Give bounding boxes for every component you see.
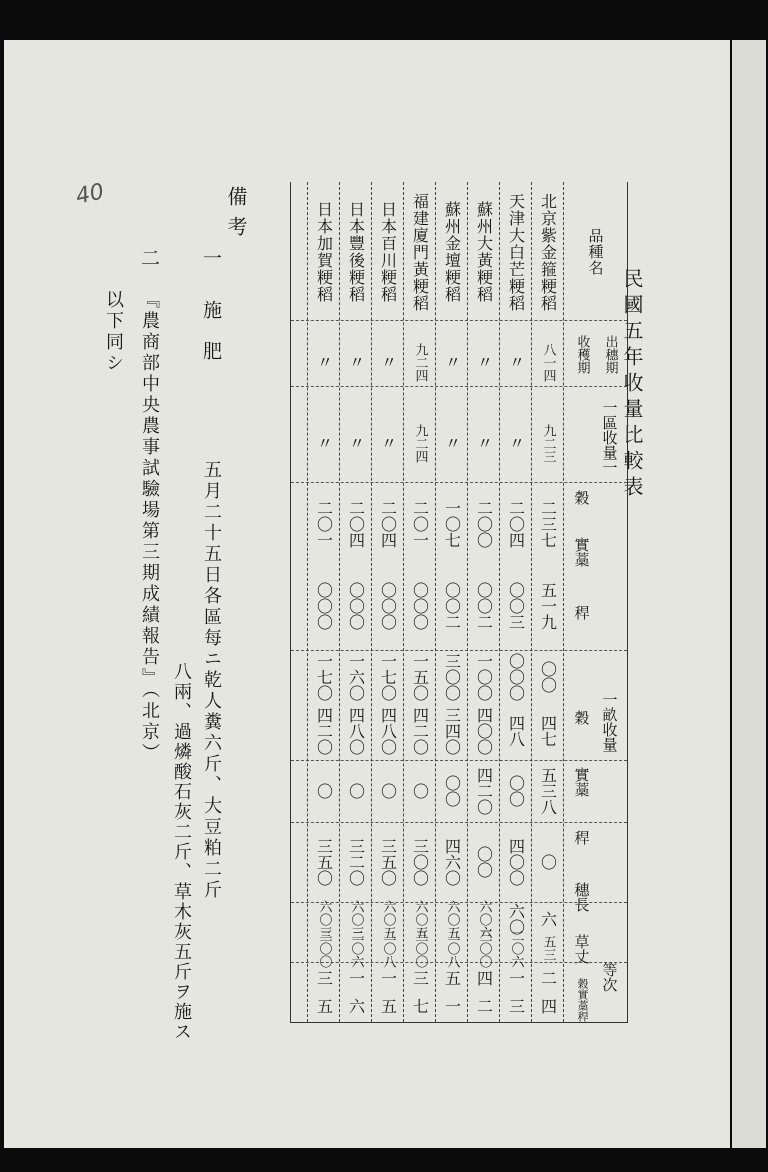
mu-grain: 四八〇	[346, 707, 366, 755]
rank-straw: 七	[410, 998, 430, 1014]
top-black-margin	[0, 0, 768, 40]
plot-chaff: 五一九	[538, 582, 558, 630]
stem-length: 二〇八	[380, 928, 396, 968]
rank-grain: 三	[314, 970, 334, 986]
table-row	[499, 182, 532, 1022]
rank-straw: 五	[314, 998, 334, 1014]
mu-grain: 四二〇	[314, 707, 334, 755]
stem-length: 三〇〇	[316, 928, 332, 968]
plot-grain: 二〇一	[410, 500, 430, 548]
rank-grain: 二	[538, 970, 558, 986]
plot-grain: 二〇〇	[474, 500, 494, 548]
table-row	[467, 182, 500, 1022]
mu-grain: 四八	[506, 715, 526, 747]
header-stem-length: 草丈	[572, 934, 591, 964]
header-straw: 稈	[572, 604, 591, 620]
table-row	[371, 182, 404, 1022]
plot-straw: 一五〇	[410, 653, 430, 701]
rank-straw: 六	[346, 998, 366, 1014]
ear-length: 六〇三	[316, 899, 332, 939]
mu-straw: 三〇〇	[410, 838, 430, 886]
mu-chaff: 五三八	[538, 767, 558, 815]
mu-chaff: 〇〇	[506, 775, 526, 807]
heading-date: 〃	[378, 354, 398, 370]
header-grain: 穀	[572, 489, 591, 505]
note2-text: 『農商部中央農事試驗場第三期成績報告』（北京）	[139, 290, 160, 764]
plot-straw: 三〇〇	[442, 653, 462, 701]
plot-grain: 二〇四	[378, 500, 398, 548]
heading-date: 〃	[442, 354, 462, 370]
note1-text2: 八兩、過燐酸石灰二斤、草木灰五斤ヲ施ス	[171, 662, 192, 1042]
plot-grain: 二〇四	[506, 500, 526, 548]
plot-grain: 一〇七	[442, 500, 462, 548]
yield-comparison-table	[290, 182, 628, 1023]
variety-name: 福建廈門黃粳稻	[410, 192, 430, 312]
plot-chaff: 〇〇二	[474, 582, 494, 630]
table-row	[435, 182, 468, 1022]
stem-length: 二〇八	[444, 928, 460, 968]
stem-length: 二〇六	[508, 928, 524, 968]
heading-date: 〃	[474, 354, 494, 370]
page-number: 40	[73, 179, 107, 210]
mu-chaff: 四二〇	[474, 767, 494, 815]
plot-chaff: 〇〇〇	[314, 582, 334, 630]
variety-name: 蘇州大黃粳稻	[474, 201, 494, 303]
header-rank: 等次	[600, 962, 619, 992]
mu-chaff: 〇	[378, 783, 398, 799]
mu-straw: 〇	[538, 854, 558, 870]
plot-chaff: 〇〇〇	[378, 582, 398, 630]
stem-length: 三〇〇	[476, 928, 492, 968]
heading-date: 八一四	[540, 342, 556, 382]
heading-date: 〃	[314, 354, 334, 370]
variety-name: 北京紫金箍粳稻	[538, 192, 558, 312]
mu-grain: 四〇〇	[474, 707, 494, 755]
stem-length: 五三	[540, 935, 556, 961]
rank-grain: 一	[506, 970, 526, 986]
notes-heading: 備考	[224, 186, 248, 246]
mu-straw: 三五〇	[314, 838, 334, 886]
rank-grain: 四	[474, 970, 494, 986]
plot-grain: 二三七	[538, 500, 558, 548]
mu-grain: 四七	[538, 715, 558, 747]
mu-chaff: 〇	[410, 783, 430, 799]
table-row	[531, 182, 564, 1022]
rank-grain: 一	[378, 970, 398, 986]
rank-straw: 二	[474, 998, 494, 1014]
table-row	[403, 182, 436, 1022]
plot-straw: 一七〇	[314, 653, 334, 701]
ear-length: 六〇五	[412, 899, 428, 939]
table-row	[307, 182, 340, 1022]
table-title: 民國五年收量比較表	[620, 268, 644, 502]
ear-length: 六	[538, 911, 558, 927]
note2-text2: 以下同シ	[103, 290, 124, 374]
plot-chaff: 〇〇三	[506, 582, 526, 630]
plot-straw: 〇〇	[538, 661, 558, 693]
table-left-edge	[291, 182, 307, 1022]
ear-length: 六〇五	[380, 899, 396, 939]
rank-grain: 五	[442, 970, 462, 986]
harvest-date: 〃	[474, 435, 494, 451]
harvest-date: 〃	[314, 435, 334, 451]
mu-chaff: 〇	[346, 783, 366, 799]
rank-grain: 一	[346, 970, 366, 986]
note1-text: 五月二十五日各區每ニ乾人糞六斤、大豆粕二斤	[201, 460, 222, 901]
header-plot-yield: 一區收量一	[600, 399, 619, 475]
rank-straw: 五	[378, 998, 398, 1014]
header-mu-yield: 一畝收量	[600, 692, 619, 752]
header-ear-length: 穗長	[572, 882, 591, 912]
mu-straw: 四六〇	[442, 838, 462, 886]
mu-grain: 四八〇	[378, 707, 398, 755]
harvest-date: 〃	[378, 435, 398, 451]
plot-grain: 二〇一	[314, 500, 334, 548]
header-column	[563, 182, 628, 1022]
header-chaff2: 實藁	[572, 767, 591, 797]
plot-straw: 一六〇	[346, 653, 366, 701]
plot-grain: 二〇四	[346, 500, 366, 548]
rank-straw: 一	[442, 998, 462, 1014]
plot-straw: 一〇〇	[474, 653, 494, 701]
header-variety: 品種名	[586, 228, 605, 276]
note1-number: 一	[200, 248, 222, 267]
mu-straw: 三二〇	[346, 838, 366, 886]
variety-name: 日本豐後粳稻	[346, 201, 366, 303]
heading-date: 〃	[346, 354, 366, 370]
heading-date: 〃	[506, 354, 526, 370]
harvest-date: 〃	[346, 435, 366, 451]
header-straw2: 稈	[572, 829, 591, 845]
harvest-date: 〃	[506, 435, 526, 451]
next-page-edge	[732, 40, 766, 1148]
ear-length: 六〇五	[444, 899, 460, 939]
variety-name: 日本加賀粳稻	[314, 201, 334, 303]
mu-straw: 三五〇	[378, 838, 398, 886]
stem-length: 三〇〇	[412, 928, 428, 968]
note1-label: 施肥	[200, 300, 222, 382]
header-chaff: 實藁	[572, 537, 591, 567]
plot-straw: 一七〇	[378, 653, 398, 701]
mu-straw: 〇〇	[474, 846, 494, 878]
table-row	[339, 182, 372, 1022]
heading-date: 九二四	[412, 342, 428, 382]
mu-straw: 四〇〇	[506, 838, 526, 886]
rank-straw: 四	[538, 998, 558, 1014]
ear-length: 六〇三	[348, 899, 364, 939]
header-heading-time: 出穗期	[602, 334, 618, 374]
mu-chaff: 〇	[314, 783, 334, 799]
harvest-date: 〃	[442, 435, 462, 451]
mu-chaff: 〇〇	[442, 775, 462, 807]
variety-name: 天津大白芒粳稻	[506, 192, 526, 312]
rank-grain: 三	[410, 970, 430, 986]
rank-straw: 三	[506, 998, 526, 1014]
stem-length: 二〇六	[348, 928, 364, 968]
header-grain2: 穀	[572, 709, 591, 725]
ear-length: 六〇六	[476, 899, 492, 939]
header-rank-sub: 穀實藁稈	[576, 978, 589, 1022]
note2-number: 二	[138, 248, 160, 267]
mu-grain: 三四〇	[442, 707, 462, 755]
harvest-date: 九二四	[412, 423, 428, 463]
plot-chaff: 〇〇〇	[346, 582, 366, 630]
header-harvest-time: 收穫期	[574, 334, 590, 374]
plot-chaff: 〇〇二	[442, 582, 462, 630]
harvest-date: 九二三	[540, 423, 556, 463]
variety-name: 蘇州金壇粳稻	[442, 201, 462, 303]
plot-chaff: 〇〇〇	[410, 582, 430, 630]
ear-length: 六〇	[506, 903, 526, 935]
plot-straw: 〇〇〇	[506, 653, 526, 701]
variety-name: 日本百川粳稻	[378, 201, 398, 303]
mu-grain: 四二〇	[410, 707, 430, 755]
